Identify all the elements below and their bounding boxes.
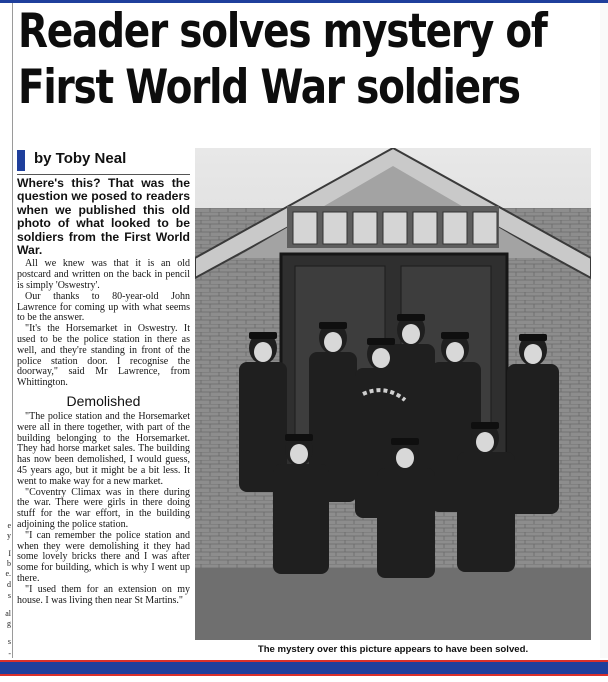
fragment-text: g [7, 619, 11, 628]
top-rule [0, 0, 608, 3]
photo-caption: The mystery over this picture appears to have been solved. [257, 644, 529, 655]
fragment-text: I [8, 549, 11, 558]
article-paragraph: "The police station and the Horsemarket were all in there together, with part of the building belonging to the Horsemarket. They had horse market sales. The building has now been demolished, I would guess, 45 years ago, but it might be a bit less. It went to make way for a new market. [17, 411, 190, 487]
photo-illustration [195, 148, 591, 640]
subheading: Demolished [66, 393, 141, 409]
fragment-text: s [7, 591, 11, 600]
adjacent-column-fragment [0, 3, 13, 658]
fragment-text: d [7, 580, 11, 589]
headline-line-2: First World War soldiers [18, 60, 520, 115]
fragment-text: b [7, 559, 11, 568]
article-paragraph: All we knew was that it is an old postcard and written on the back in pencil is simply 'Oswestry'. [17, 258, 190, 292]
article-body [17, 177, 190, 606]
fragment-text: s [7, 637, 11, 646]
footer-rule [0, 674, 608, 676]
article-paragraph: Our thanks to 80-year-old John Lawrence for coming up with what seems to be the answer. [17, 290, 190, 324]
fragment-text: e. [5, 569, 11, 578]
article-paragraph: "I used them for an extension on my house. I was living then near St Martins." [17, 583, 190, 606]
article-paragraph: "Coventry Climax was in there during the war. There were girls in there doing stuff for the war effort, in the building adjoining the police station. [17, 486, 190, 530]
fragment-text: - [8, 649, 11, 658]
soldiers-photo [195, 148, 591, 640]
headline-line-1: Reader solves mystery of [18, 4, 547, 59]
article-paragraph: "It's the Horsemarket in Oswestry. It used to be the police station in there as well, and they're standing in front of the police station door. I recognise the doorway," said Mr Lawrence, from Whittington. [17, 323, 190, 389]
fragment-text: y [7, 531, 11, 540]
byline-accent-bar [17, 150, 25, 171]
page-edge [600, 3, 608, 658]
fragment-text: al [5, 609, 11, 618]
article-paragraph: "I can remember the police station and when they were demolishing it they had some lovely bricks there and I was after some for building, which is why I went up there. [17, 529, 190, 584]
headline [18, 4, 547, 116]
fragment-text: e [7, 521, 11, 530]
standfirst: Where's this? That was the question we posed to readers when we published this old photo of what looked to be soldiers from the First World War. [17, 176, 190, 258]
byline: by Toby Neal [34, 150, 127, 167]
byline-divider [17, 174, 190, 175]
footer-bar [0, 660, 608, 674]
